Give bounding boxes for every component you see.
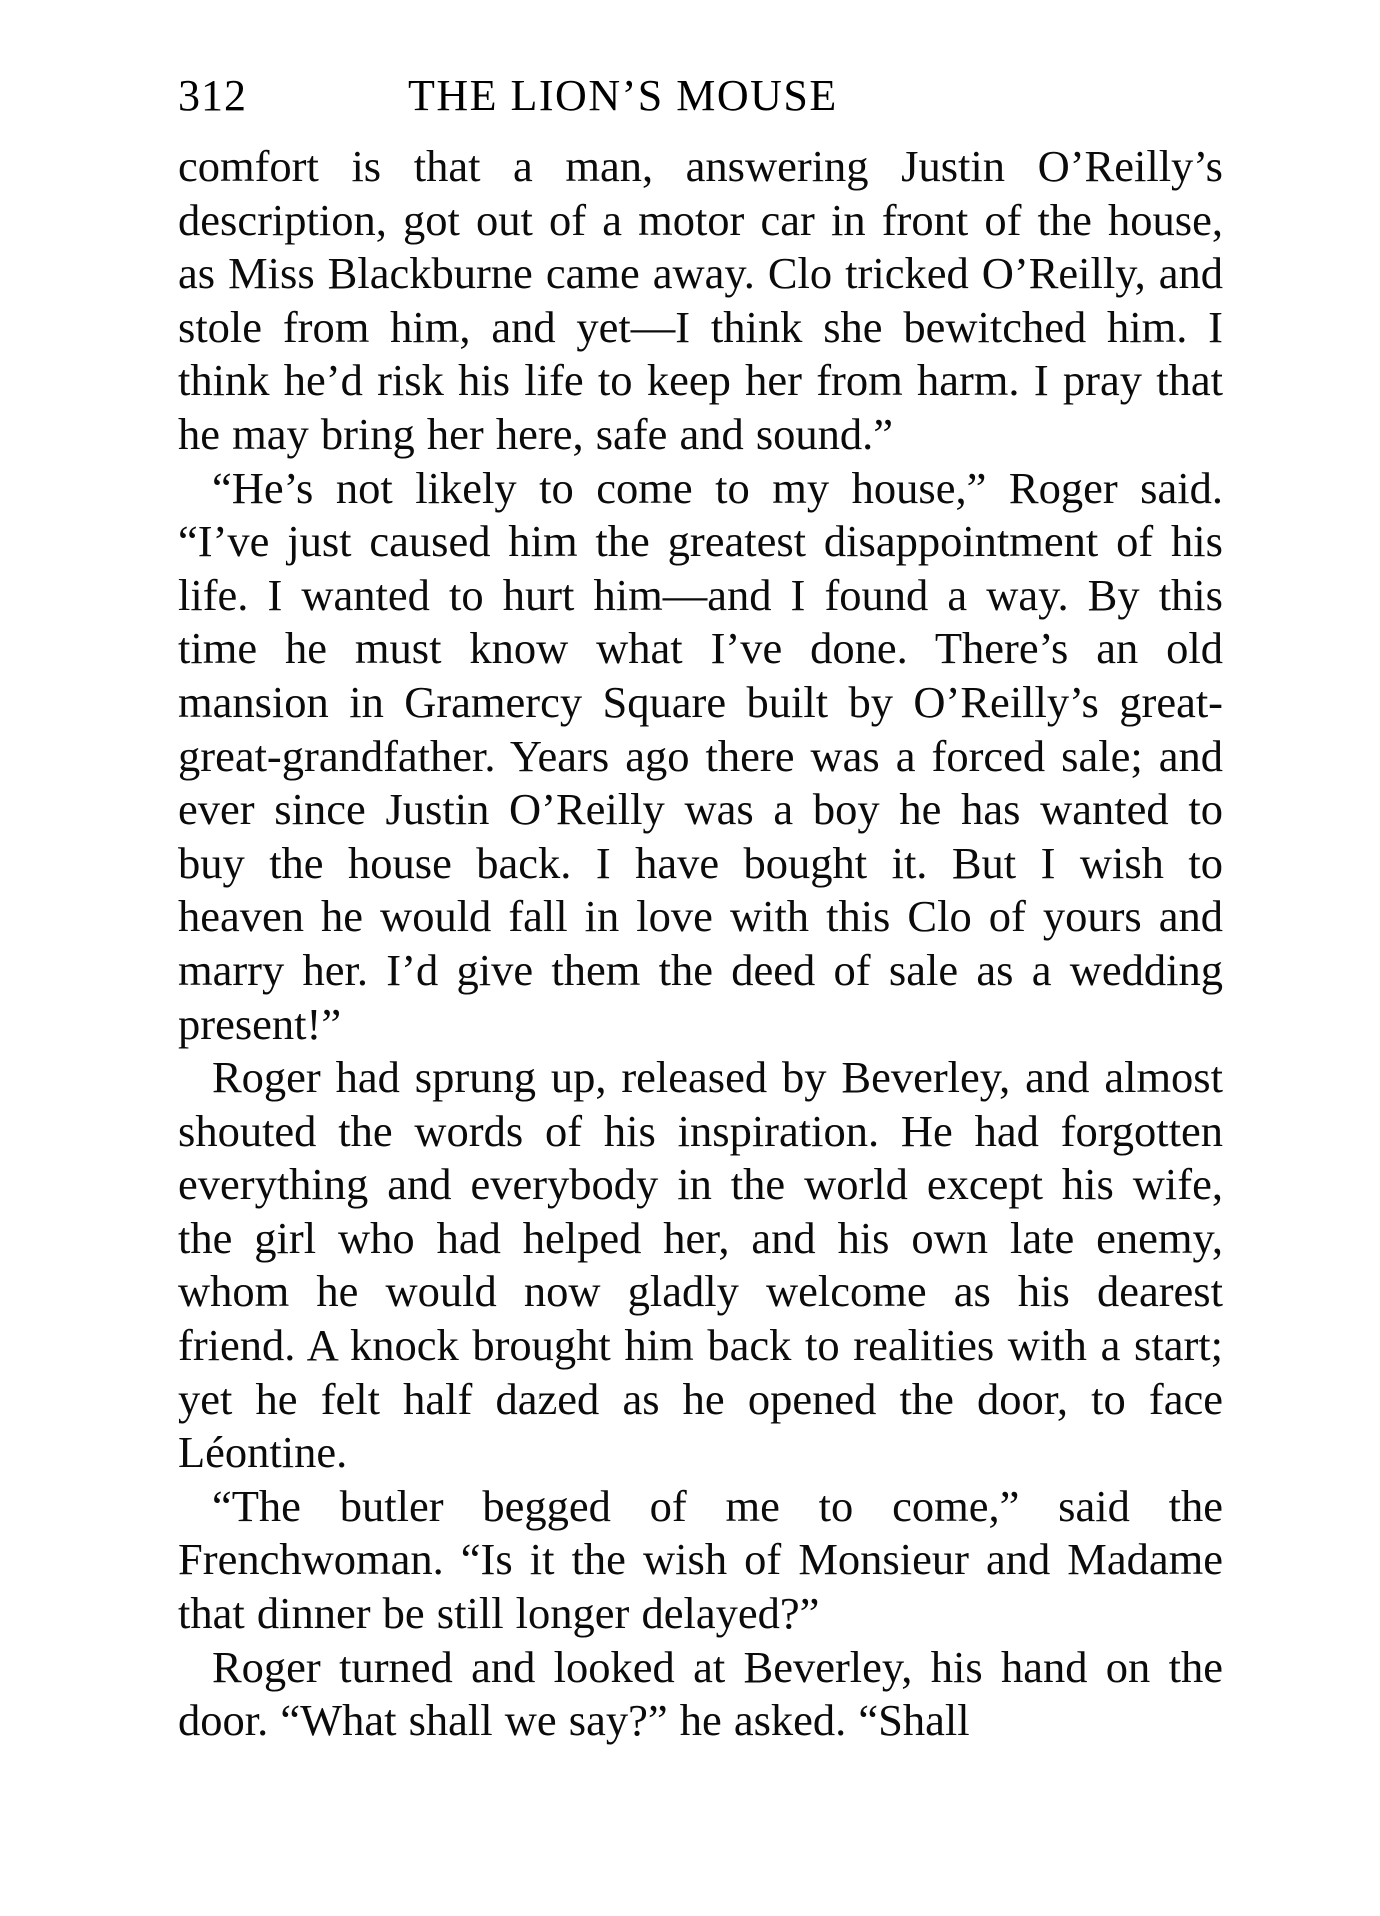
body-text (178, 140, 1223, 1748)
paragraph-3: Roger had sprung up, released by Beverley, and almost shouted the words of his inspiration. He had forgotten everything and everybody in the world except his wife, the girl who had helped her, and his own late enemy, whom he would now gladly welcome as his dearest friend. A knock brought him back to realities with a start; yet he felt half dazed as he opened the door, to face Léontine. (178, 1052, 1223, 1478)
paragraph-5: Roger turned and looked at Beverley, his hand on the door. “What shall we say?” he asked. “Shall (178, 1641, 1223, 1746)
running-head (178, 70, 1223, 140)
book-page (178, 70, 1223, 1890)
page-number: 312 (178, 71, 247, 120)
running-title: THE LION’S MOUSE (408, 71, 838, 120)
paragraph-4: “The butler begged of me to come,” said the Frenchwoman. “Is it the wish of Monsieur and Madame that dinner be still longer delayed?” (178, 1480, 1223, 1639)
paragraph-1: comfort is that a man, answering Justin O’Reilly’s description, got out of a motor car in front of the house, as Miss Blackburne came away. Clo tricked O’Reilly, and stole from him, and yet—I think she bewitched him. I think he’d risk his life to keep her from harm. I pray that he may bring her here, safe and sound.” (178, 141, 1223, 459)
paragraph-2: “He’s not likely to come to my house,” Roger said. “I’ve just caused him the greatest disappointment of his life. I wanted to hurt him—and I found a way. By this time he must know what I’ve done. There’s an old mansion in Gramercy Square built by O’Reilly’s great-great-grandfather. Years ago there was a forced sale; and ever since Justin O’Reilly was a boy he has wanted to buy the house back. I have bought it. But I wish to heaven he would fall in love with this Clo of yours and marry her. I’d give them the deed of sale as a wedding present!” (178, 462, 1223, 1049)
